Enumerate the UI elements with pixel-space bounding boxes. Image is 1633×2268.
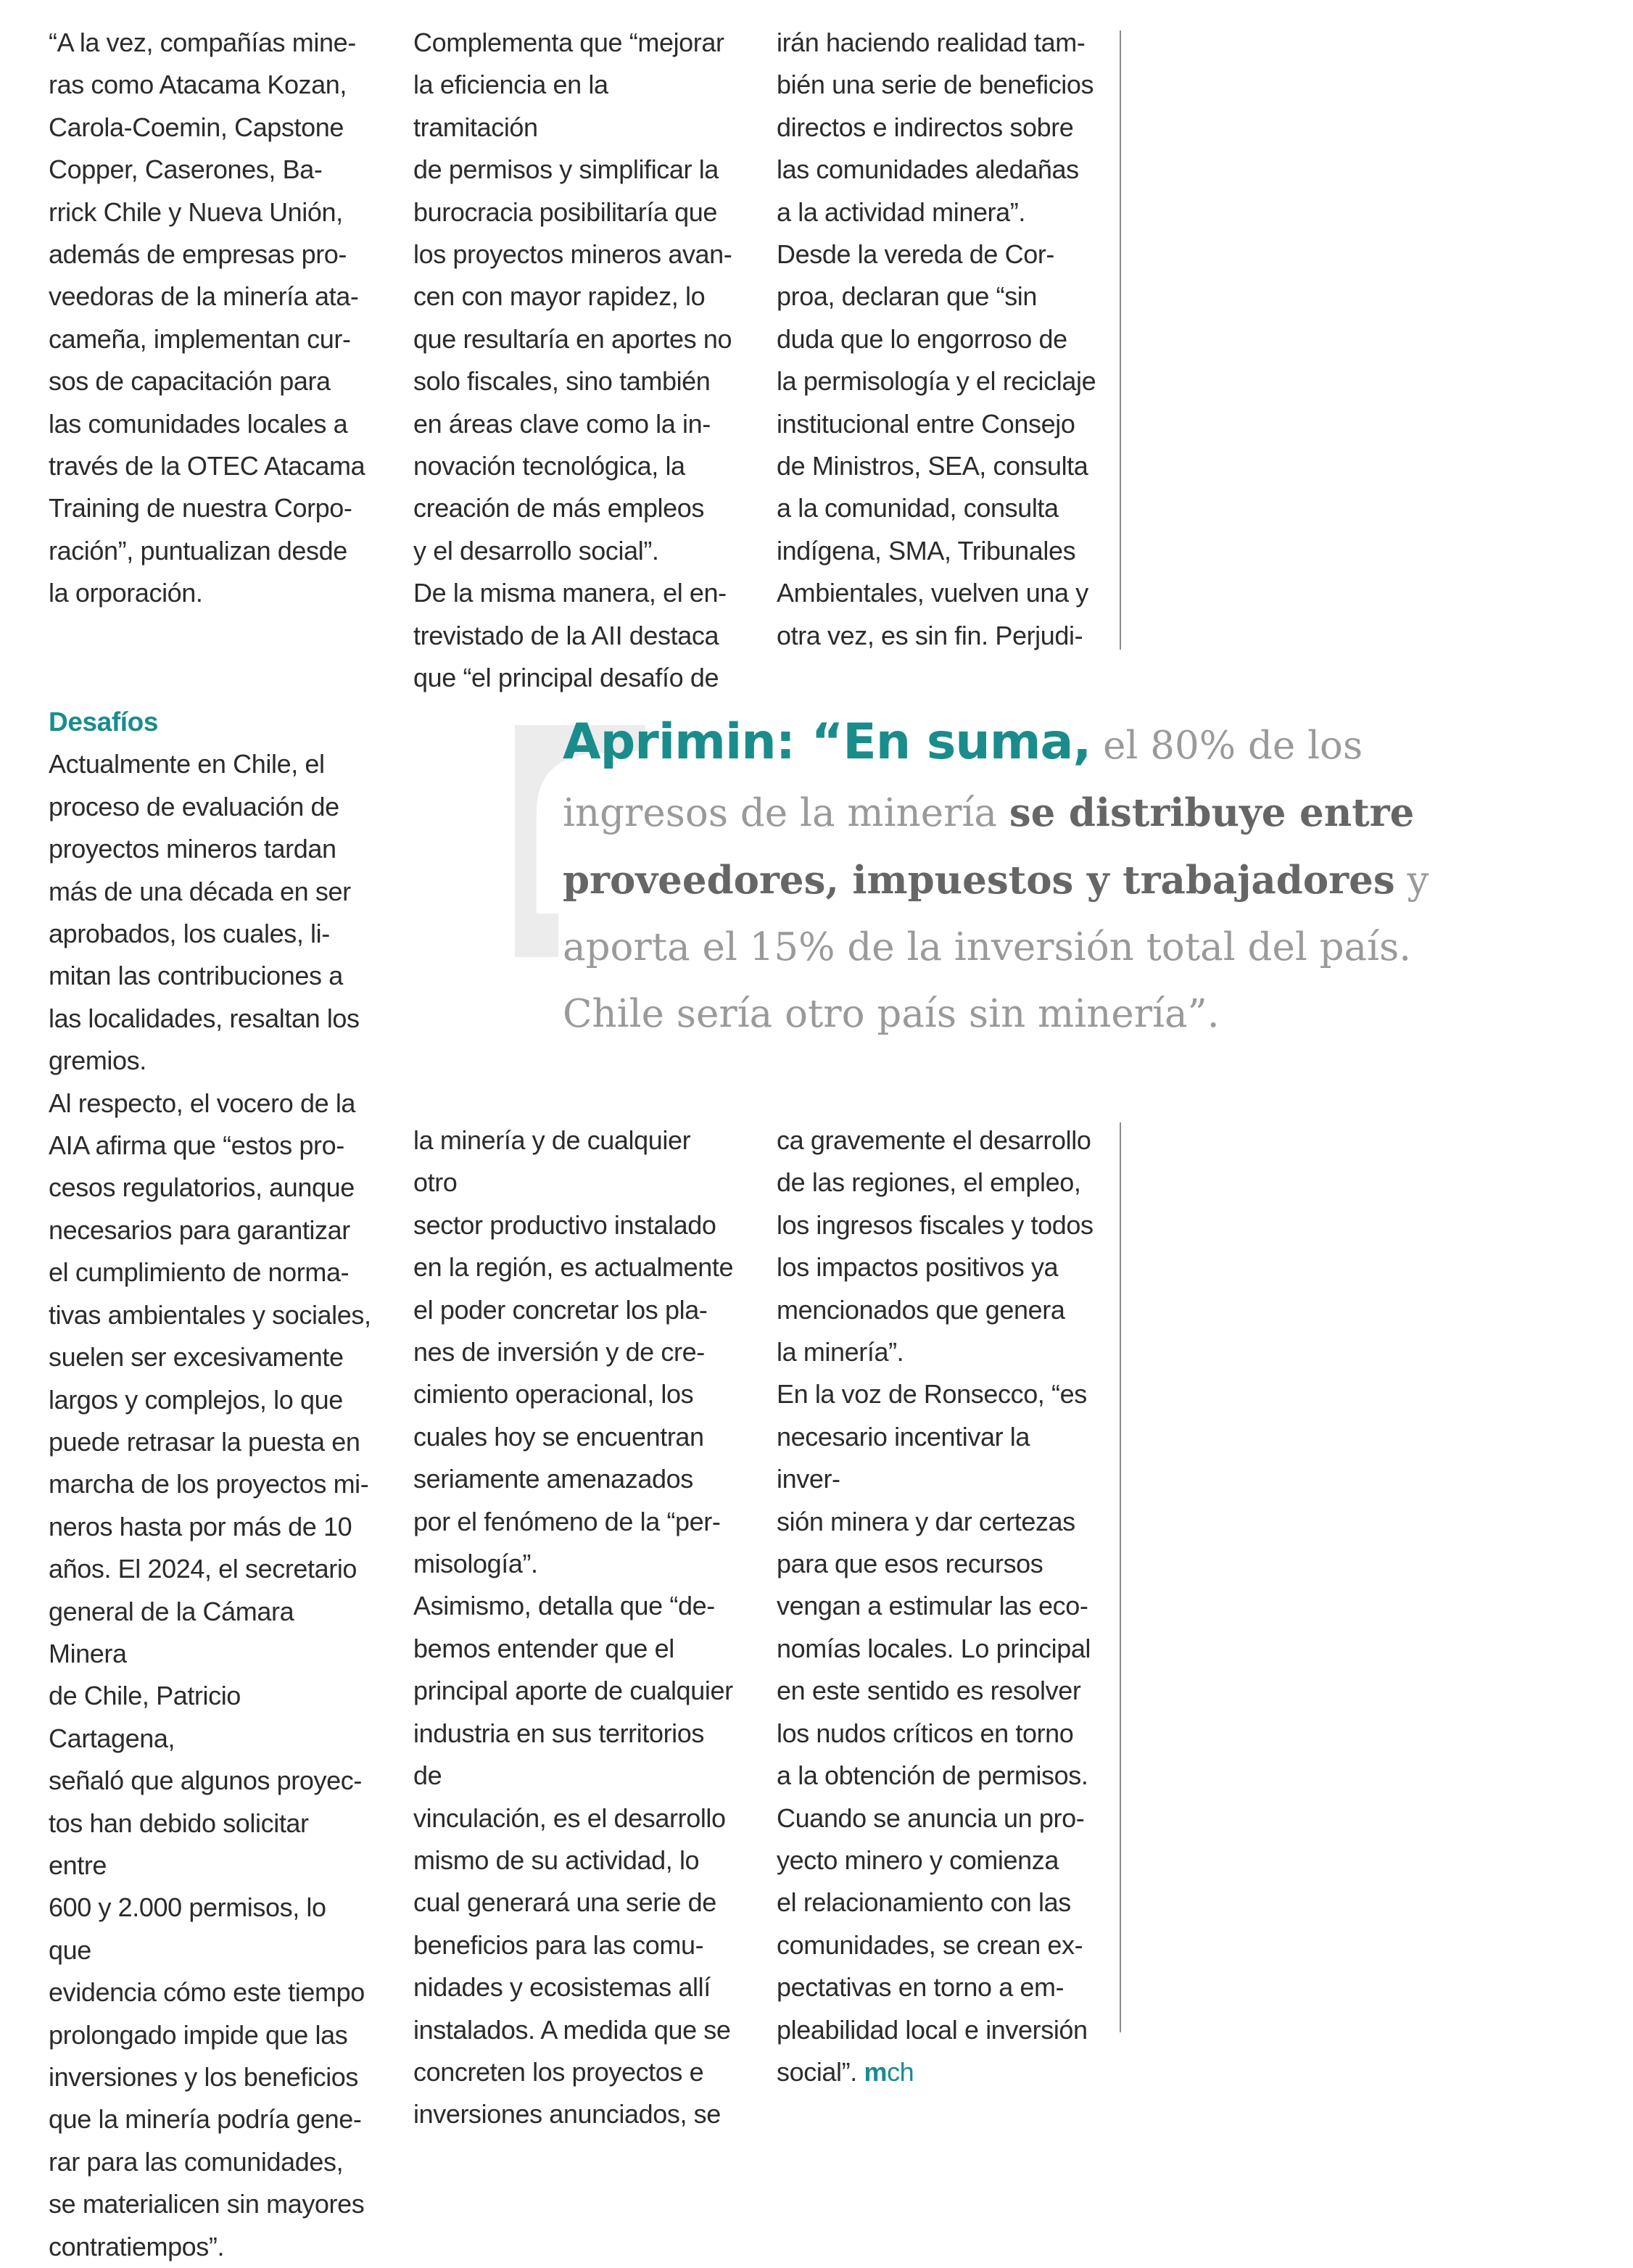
section-heading: Desafíos [49,707,159,737]
column-1-bottom [49,701,371,2268]
column-3-bottom [777,1119,1099,2093]
paragraph: Complementa que “mejorar la eficiencia en la tramitación de permisos y simplificar la burocracia posibilitaría que los proyectos mineros avan- cen con mayor rapidez, lo que resultaría en aportes no solo fiscales, sino también en áreas clave como la in- novación tecnológica, la creación de más empleos y el desarrollo social”. [413,28,732,566]
column-1-top [49,22,371,615]
paragraph-text: En la voz de Ronsecco, “es necesario incentivar la inver- sión minera y dar certezas para que esos recursos vengan a estimular las eco- nomías locales. Lo principal en este sentido es resolver los nudos críticos en torno a la obtención de permisos. Cuando se anuncia un pro- yecto minero y comienza el relacionamiento con las comunidades, se crean ex- pectativas en torno a em- pleabilidad local e inversión social”. [777,1379,1091,2087]
paragraph: ca gravemente el desarrollo de las regiones, el empleo, los ingresos fiscales y todos los impactos positivos ya mencionados que genera la minería”. [777,1125,1094,1367]
paragraph: Desde la vereda de Cor- proa, declaran que “sin duda que lo engorroso de la permisología y el reciclaje institucional entre Consejo de Ministros, SEA, consulta a la comunidad, consulta indígena, SMA, Tribunales Ambientales, vuelven una y otra vez, es sin fin. Perjudi- [777,239,1096,650]
pull-quote [563,709,1513,1048]
pull-quote-lead: Aprimin: “En suma, [563,713,1091,771]
column-2-bottom [413,1119,736,2136]
paragraph-with-signoff [777,1373,1099,2093]
paragraph: Al respecto, el vocero de la AIA afirma que “estos pro- cesos regulatorios, aunque necesarios para garantizar el cumplimiento de norma- tivas ambientales y sociales, suelen ser excesivamente largos y complejos, lo que puede retrasar la puesta en marcha de los proyectos mi- neros hasta por más de 10 años. El 2024, el secretario general de la Cámara Minera de Chile, Patricio Cartagena, señaló que algunos proyec- tos han debido solicitar entre 600 y 2.000 permisos, lo que evidencia cómo este tiempo prolongado impide que las inversiones y los beneficios que la minería podría gene- rar para las comunidades, se materialicen sin mayores contratiempos”. [49,1088,371,2261]
pull-quote-emphasis: se distribuye entre proveedores, impuestos y trabajadores [563,790,1415,903]
pull-quote-text: y aporta el 15% de la inversión total del país. Chile sería otro país sin minería”. [563,858,1429,1036]
paragraph: Asimismo, detalla que “de- bemos entender que el principal aporte de cualquier industria en sus territorios de vinculación, es el desarrollo mismo de su actividad, lo cual generará una serie de beneficios para las comu- nidades y ecosistemas allí instalados. A medida que se concreten los proyectos e inversiones anunciados, se [413,1591,733,2130]
paragraph: Actualmente en Chile, el proceso de evaluación de proyectos mineros tardan más de una década en ser aprobados, los cuales, li- mitan las contribuciones a las localidades, resaltan los gremios. [49,749,360,1076]
column-divider [1120,1122,1121,2032]
column-2-top [413,22,736,700]
paragraph: irán haciendo realidad tam- bién una serie de beneficios directos e indirectos sobre las comunidades aledañas a la actividad minera”. [777,28,1094,227]
paragraph: “A la vez, compañías mine- ras como Atacama Kozan, Carola-Coemin, Capstone Copper, Caserones, Ba- rrick Chile y Nueva Unión, además de empresas pro- veedoras de la minería ata- cameña, implementan cur- sos de capacitación para las comunidades locales a través de la OTEC Atacama Training de nuestra Corpo- ración”, puntualizan desde la orporación. [49,28,365,608]
column-3-top [777,22,1099,657]
pull-quote-text: el 80% de los ingresos de la minería [563,724,1363,835]
brand-logo-m: m [864,2056,888,2087]
brand-logo-ch: ch [887,2056,914,2087]
paragraph: De la misma manera, el en- trevistado de la AII destaca que “el principal desafío de [413,578,727,693]
column-divider [1120,30,1121,650]
paragraph: la minería y de cualquier otro sector productivo instalado en la región, es actualmente el poder concretar los pla- nes de inversión y de cre- cimiento operacional, los cuales hoy se encuentran seriamente amenazados por el fenómeno de la “per- misología”. [413,1125,734,1579]
